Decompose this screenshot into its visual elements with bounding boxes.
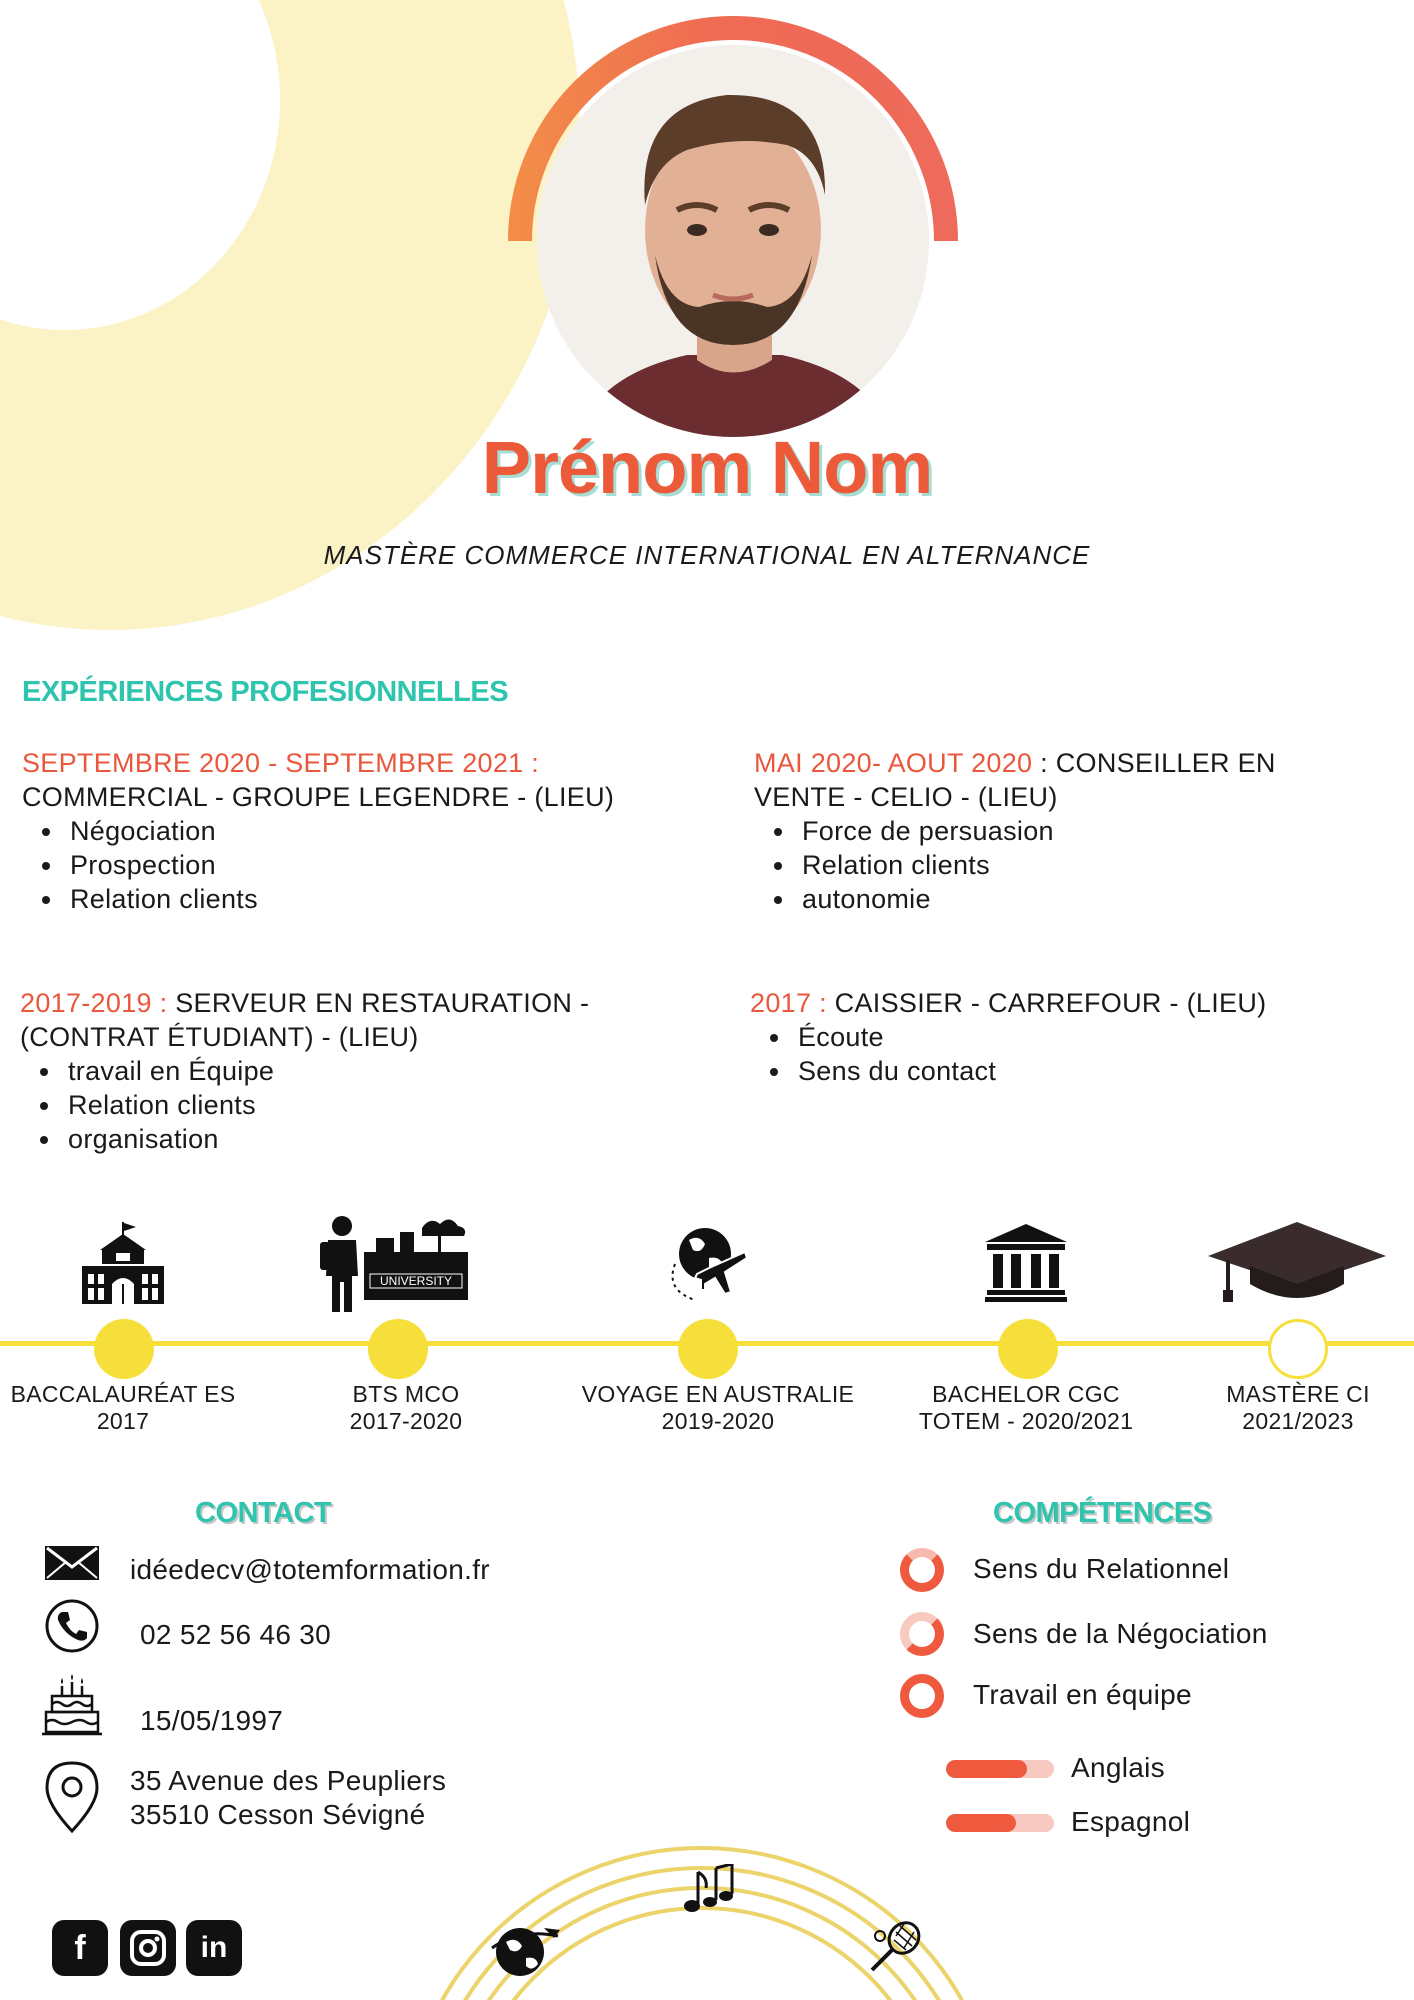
timeline-dot <box>368 1319 428 1379</box>
skill-label: Sens de la Négociation <box>973 1618 1268 1649</box>
experience-role: COMMERCIAL - GROUPE LEGENDRE - (LIEU) <box>22 782 615 812</box>
experience-bullet: Relation clients <box>40 882 722 916</box>
experience-item <box>750 986 1370 1088</box>
experiences-title: EXPÉRIENCES PROFESIONNELLES <box>22 676 509 708</box>
facebook-icon[interactable]: f <box>52 1920 108 1976</box>
phone-icon <box>44 1598 100 1654</box>
experience-role: : CONSEILLER EN VENTE - CELIO - (LIEU) <box>754 748 1276 812</box>
timeline-label: MASTÈRE CI 2021/2023 <box>1226 1381 1370 1434</box>
experience-role: CAISSIER - CARREFOUR - (LIEU) <box>826 988 1267 1018</box>
contact-title: CONTACT <box>195 1497 332 1529</box>
experience-date: SEPTEMBRE 2020 - SEPTEMBRE 2021 : <box>22 748 540 778</box>
language-label: Anglais <box>1071 1752 1165 1783</box>
timeline-label: BACCALAURÉAT ES 2017 <box>10 1381 236 1434</box>
university-sign-text: UNIVERSITY <box>379 1274 453 1288</box>
experience-item <box>22 746 722 916</box>
experience-item <box>754 746 1374 916</box>
instagram-icon[interactable] <box>120 1920 176 1976</box>
language-label: Espagnol <box>1071 1806 1191 1837</box>
experience-bullet: Prospection <box>40 848 722 882</box>
skill-ring-icon <box>900 1548 944 1592</box>
envelope-icon <box>44 1545 100 1581</box>
instagram-glyph <box>120 1920 176 1976</box>
experience-bullet: Relation clients <box>772 848 1374 882</box>
timeline-dot <box>678 1319 738 1379</box>
experience-bullet: Sens du contact <box>768 1054 1370 1088</box>
experience-date: MAI 2020- AOUT 2020 <box>754 748 1033 778</box>
language-bar <box>946 1814 1054 1832</box>
travel-globe-icon <box>488 1918 562 1980</box>
profile-photo <box>537 45 929 437</box>
experience-bullet: Relation clients <box>38 1088 680 1122</box>
skill-label: Sens du Relationnel <box>973 1553 1230 1584</box>
timeline-dot <box>94 1319 154 1379</box>
experience-bullet: autonomie <box>772 882 1374 916</box>
globe-plane-icon <box>665 1220 749 1304</box>
timeline-label: VOYAGE EN AUSTRALIE 2019-2020 <box>581 1381 855 1434</box>
email-text[interactable]: idéedecv@totemformation.fr <box>130 1554 490 1585</box>
timeline-label: BACHELOR CGC TOTEM - 2020/2021 <box>918 1381 1134 1434</box>
experience-date: 2017-2019 : <box>20 988 168 1018</box>
skill-ring-icon <box>900 1674 944 1718</box>
experience-item <box>20 986 680 1156</box>
experience-bullet: Force de persuasion <box>772 814 1374 848</box>
phone-text[interactable]: 02 52 56 46 30 <box>140 1619 332 1650</box>
experience-bullet: organisation <box>38 1122 680 1156</box>
language-bar <box>946 1760 1054 1778</box>
university-student-icon <box>318 1212 470 1314</box>
birthday-cake-icon <box>40 1672 104 1738</box>
linkedin-icon[interactable]: in <box>186 1920 242 1976</box>
tennis-racket-icon <box>866 1918 924 1976</box>
experience-bullet: Écoute <box>768 1020 1370 1054</box>
job-title: MASTÈRE COMMERCE INTERNATIONAL EN ALTERNANCE <box>323 540 1091 570</box>
timeline-label: BTS MCO 2017-2020 <box>349 1381 463 1434</box>
music-notes-icon <box>680 1864 736 1918</box>
skill-label: Travail en équipe <box>973 1679 1192 1710</box>
graduation-cap-icon <box>1208 1222 1386 1304</box>
birthday-text: 15/05/1997 <box>140 1705 284 1736</box>
language-bar-fill <box>946 1760 1027 1778</box>
address-text: 35 Avenue des Peupliers 35510 Cesson Sévigné <box>130 1765 447 1830</box>
experience-bullet: Négociation <box>40 814 722 848</box>
skill-ring-icon <box>900 1612 944 1656</box>
institution-columns-icon <box>985 1224 1067 1302</box>
experience-date: 2017 : <box>750 988 827 1018</box>
timeline-dot-hollow <box>1268 1319 1328 1379</box>
language-bar-fill <box>946 1814 1016 1832</box>
full-name: Prénom Nom <box>481 426 933 509</box>
timeline-dot <box>998 1319 1058 1379</box>
experience-bullet: travail en Équipe <box>38 1054 680 1088</box>
school-building-icon <box>80 1222 166 1304</box>
skills-title: COMPÉTENCES <box>993 1497 1212 1529</box>
location-pin-icon <box>44 1760 100 1834</box>
experience-role: SERVEUR EN RESTAURATION - (CONTRAT ÉTUDIANT) - (LIEU) <box>20 988 590 1052</box>
